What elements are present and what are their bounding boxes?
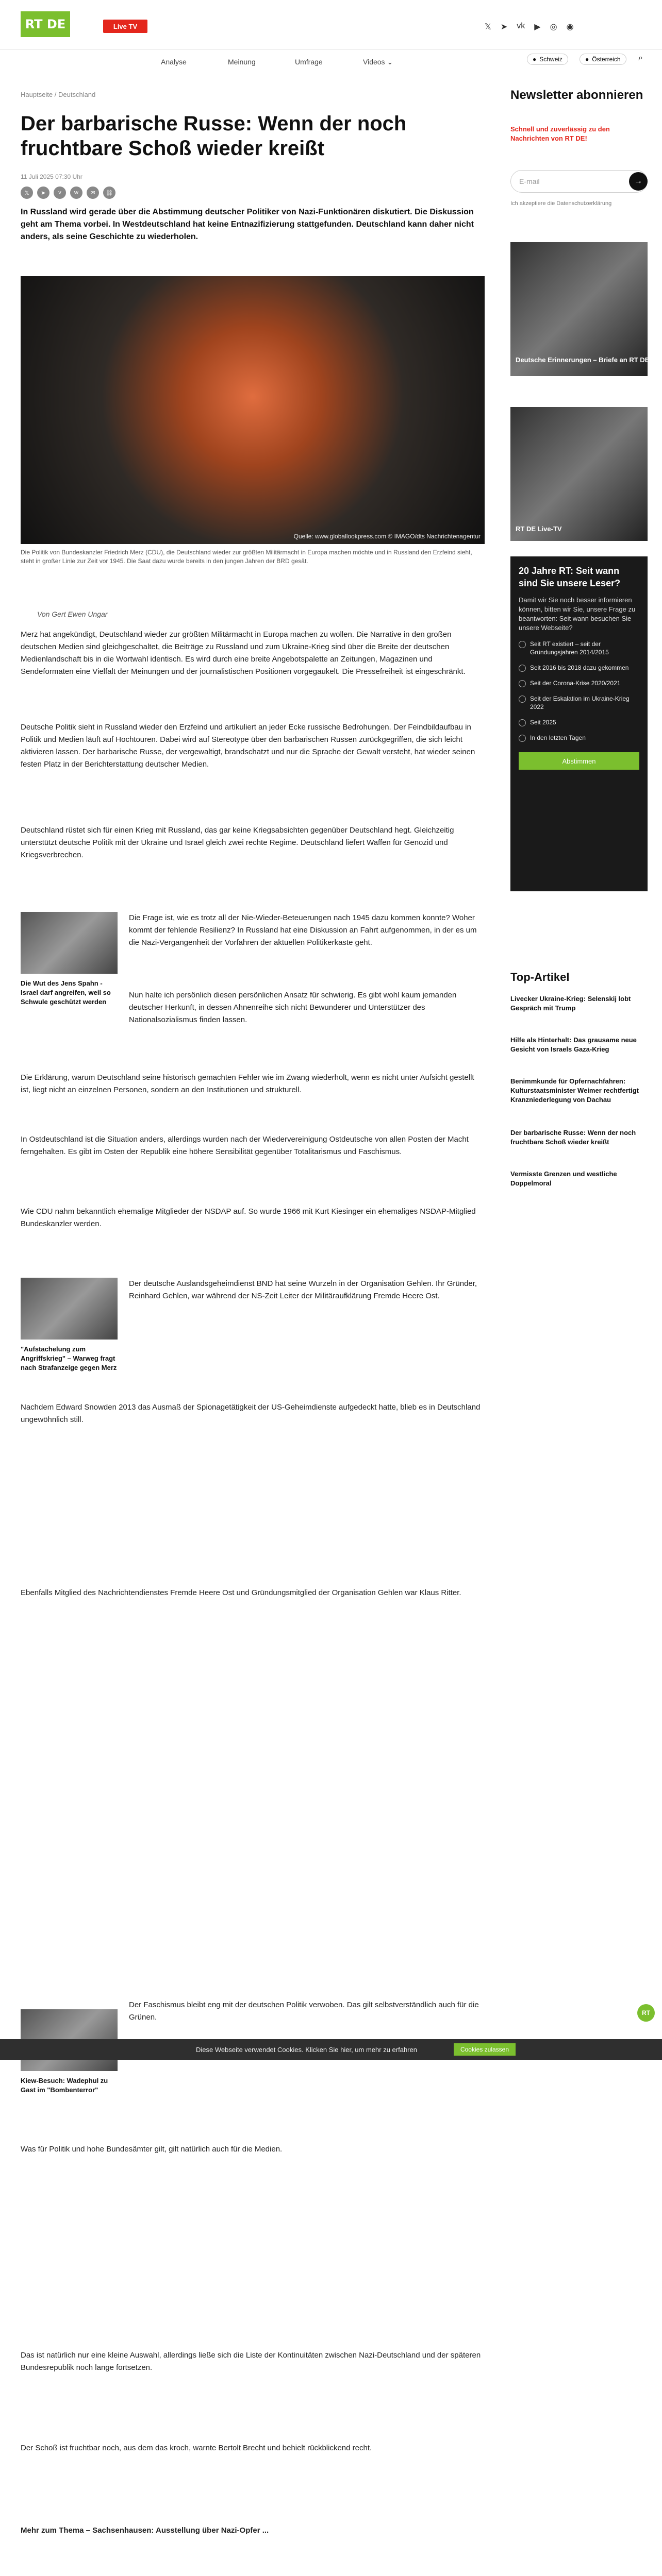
cookie-text: Diese Webseite verwendet Cookies. Klicken Sie hier, um mehr zu erfahren — [196, 2045, 417, 2054]
hero-image — [21, 276, 485, 544]
social-links — [485, 22, 574, 32]
poll-option[interactable] — [519, 664, 639, 672]
poll-vote-button[interactable]: Abstimmen — [519, 752, 639, 770]
paragraph: Deutschland rüstet sich für einen Krieg mit Russland, das gar keine Kriegsabsichten gegenüber Deutschland hegt. Gleichzeitig unterstützt deutsche Politik mit der Ukraine und Israel gleich zwei rechte Regime. Deutschland liefert Waffen für Genozid und Kriegsverbrechen. — [21, 826, 454, 859]
paragraph: Die Erklärung, warum Deutschland seine historisch gemachten Fehler wie im Zwang wiederholt, wenn es nicht unter Aufsicht gestellt ist, liegt nicht an einzelnen Personen, sondern an den Institutionen und strukturell. — [21, 1073, 474, 1094]
odysee-icon[interactable]: ◎ — [550, 23, 557, 31]
share-telegram-icon[interactable]: ➤ — [37, 187, 49, 199]
related-title[interactable]: Die Wut des Jens Spahn - Israel darf angreifen, weil so Schwule geschützt werden — [21, 979, 111, 1006]
rt-logo[interactable]: RT DE — [21, 11, 70, 37]
share-mail-icon[interactable]: ✉ — [87, 187, 99, 199]
sidebar-video-title[interactable]: Deutsche Erinnerungen – Briefe an RT DE — [516, 356, 650, 364]
paragraph: In Ostdeutschland ist die Situation anders, allerdings wurden nach der Wiedervereinigung Ostdeutsche von allen Posten der Macht ferngehalten. Es gibt im Osten der Republik eine höhere Sensibilität gegenüber Totalitarismus und Faschismus. — [21, 1135, 469, 1156]
lang-switch-ch[interactable] — [527, 54, 568, 65]
paragraph: Nun halte ich persönlich diesen persönlichen Ansatz für schwierig. Es gibt wohl kaum jemanden deutscher Herkunft, in dessen Ahnenreihe sich nicht Bewunderer und Unterstützer des Nationalsozialismus finden lassen. — [129, 991, 457, 1024]
paragraph: Merz hat angekündigt, Deutschland wieder zur größten Militärmacht in Europa machen zu wollen. Die Narrative in den großen deutschen Medien sind gleichgeschaltet, die Beiträge zu Russland und zum Ukraine-Krieg sind über die Breite der deutschen Medienlandschaft bis in die Wortwahl identisch. Es wird durch eine breite Angebotspalette an Zeitungen, Magazinen und Sendeformaten eine Vielfalt der Meinungen und der journalistischen Positionen vorgegaukelt. Die Pressefreiheit ist eingeschränkt. — [21, 630, 466, 676]
radio-icon — [519, 735, 526, 742]
live-tv-widget[interactable] — [510, 407, 648, 541]
related-title[interactable]: "Aufstachelung zum Angriffskrieg" – Warweg fragt nach Strafanzeige gegen Merz — [21, 1345, 117, 1371]
radio-icon — [519, 665, 526, 672]
author: Von Gert Ewen Ungar — [37, 610, 108, 618]
top-articles-title: Top-Artikel — [510, 971, 570, 984]
poll-option-label: Seit 2016 bis 2018 dazu gekommen — [530, 664, 629, 671]
poll-description: Damit wir Sie noch besser informieren können, bitten wir Sie, unsere Frage zu beantworten: Seit wann besuchen Sie unsere Webseite? — [519, 596, 636, 632]
paragraph: Was für Politik und hohe Bundesämter gilt, gilt natürlich auch für die Medien. — [21, 2145, 283, 2154]
radio-icon — [519, 719, 526, 726]
top-article[interactable]: Der barbarische Russe: Wenn der noch fruchtbare Schoß wieder kreißt — [510, 1129, 636, 1146]
telegram-icon[interactable]: ➤ — [500, 23, 508, 31]
article-date: 11 Juli 2025 07:30 Uhr — [21, 173, 82, 180]
paragraph: Der deutsche Auslandsgeheimdienst BND hat seine Wurzeln in der Organisation Gehlen. Ihr Gründer, Reinhard Gehlen, war während der NS-Zeit Leiter der Militäraufklärung Fremde Heere Ost. — [129, 1279, 477, 1300]
poll-option-label: In den letzten Tagen — [530, 734, 586, 741]
poll-option[interactable] — [519, 734, 639, 742]
flag-icon: ● — [585, 56, 589, 63]
paragraph: Ebenfalls Mitglied des Nachrichtendienstes Fremde Heere Ost und Gründungsmitglied der Organisation Gehlen war Klaus Ritter. — [21, 1588, 461, 1597]
vk-icon[interactable]: vk — [517, 22, 525, 30]
poll-option-label: Seit der Corona-Krise 2020/2021 — [530, 680, 621, 687]
privacy-checkbox[interactable]: Ich akzeptiere die Datenschutzerklärung — [510, 200, 612, 207]
paragraph: Deutsche Politik sieht in Russland wieder den Erzfeind und artikuliert an jeder Ecke russische Bedrohungen. Der Feindbildaufbau in Politik und Medien läuft auf Hochtouren. Dabei wird auf Stereotype über den barbarischen Russen zurückgegriffen, die sich leicht aktivieren lassen. Der barbarische Russe, der vergewaltigt, brandschatzt und nur die Sprache der Gewalt versteht, hat wieder seinen festen Platz in der Berichterstattung deutscher Medien. — [21, 723, 475, 769]
poll-option[interactable] — [519, 718, 639, 726]
poll-option[interactable] — [519, 679, 639, 687]
paragraph: Wie CDU nahm bekanntlich ehemalige Mitglieder der NSDAP auf. So wurde 1966 mit Kurt Kiesinger ein ehemaliges NSDAP-Mitglied Bundeskanzler werden. — [21, 1207, 476, 1228]
arrow-right-icon: → — [634, 177, 642, 185]
nav-videos[interactable]: Videos ⌄ — [363, 58, 393, 66]
poll-option[interactable] — [519, 640, 639, 656]
lang-label: Schweiz — [539, 56, 562, 63]
top-article[interactable]: Hilfe als Hinterhalt: Das grausame neue Gesicht von Israels Gaza-Krieg — [510, 1036, 637, 1053]
hero-caption: Die Politik von Bundeskanzler Friedrich Merz (CDU), die Deutschland wieder zur größten Militärmacht in Europa machen möchte und in Russland den Erzfeind sieht, steht in großer Linie zur Zeit vor 1945. Die Saat dazu wurde bereits in den jungen Jahren der BRD gesät. — [21, 549, 472, 565]
cookie-accept-button[interactable]: Cookies zulassen — [454, 2043, 516, 2056]
paragraph: Der Schoß ist fruchtbar noch, aus dem das kroch, warnte Bertolt Brecht und behielt rückblickend recht. — [21, 2444, 372, 2452]
poll-option-label: Seit der Eskalation im Ukraine-Krieg 2022 — [530, 695, 630, 710]
top-article[interactable]: Vermisste Grenzen und westliche Doppelmoral — [510, 1170, 617, 1187]
rt-float-button[interactable]: RT — [637, 2004, 655, 2022]
article-title: Der barbarische Russe: Wenn der noch fruchtbare Schoß wieder kreißt — [21, 112, 407, 160]
rss-icon[interactable]: ◉ — [566, 23, 574, 31]
x-icon[interactable]: 𝕏 — [485, 23, 491, 31]
hero-credit: Quelle: www.globallookpress.com © IMAGO/dts Nachrichtenagentur — [293, 533, 481, 540]
newsletter-title: Newsletter abonnieren — [510, 88, 643, 102]
more-link[interactable]: Mehr zum Thema – Sachsenhausen: Ausstellung über Nazi-Opfer ... — [21, 2526, 269, 2535]
radio-icon — [519, 696, 526, 703]
paragraph: Die Frage ist, wie es trotz all der Nie-Wieder-Beteuerungen nach 1945 dazu kommen konnte? Woher kommt der fehlende Resilienz? In Russland hat eine Diskussion an Fahrt aufgenommen, in der es um die Nazi-Vergangenheit der Vorfahren der aktuellen Politikerkaste geht. — [129, 913, 477, 947]
newsletter-subtitle: Schnell und zuverlässig zu den Nachrichten von RT DE! — [510, 125, 610, 142]
live-tv-button[interactable]: Live TV — [103, 20, 147, 33]
poll-option[interactable] — [519, 694, 639, 711]
share-bar — [21, 187, 115, 199]
share-link-icon[interactable]: ⛓ — [103, 187, 115, 199]
nav-umfrage[interactable]: Umfrage — [295, 58, 323, 66]
flag-icon: ● — [533, 56, 537, 63]
rumble-icon[interactable]: ▶ — [534, 23, 541, 31]
related-thumb[interactable] — [21, 912, 118, 974]
search-icon[interactable]: ⌕ — [638, 54, 643, 62]
paragraph: Nachdem Edward Snowden 2013 das Ausmaß der Spionagetätigkeit der US-Geheimdienste aufgedeckt hatte, blieb es in Deutschland ungewöhnlich still. — [21, 1403, 481, 1424]
share-whatsapp-icon[interactable]: w — [70, 187, 82, 199]
subscribe-button[interactable] — [629, 172, 648, 191]
poll-question: 20 Jahre RT: Seit wann sind Sie unsere Leser? — [519, 566, 621, 588]
poll-option-label: Seit RT existiert – seit der Gründungsjahren 2014/2015 — [530, 640, 609, 656]
radio-icon — [519, 680, 526, 687]
share-x-icon[interactable]: 𝕏 — [21, 187, 33, 199]
poll-widget — [510, 556, 648, 891]
lang-switch-at[interactable] — [580, 54, 626, 65]
paragraph: Der Faschismus bleibt eng mit der deutschen Politik verwoben. Das gilt selbstverständlich auch für die Grünen. — [129, 2001, 479, 2022]
related-thumb[interactable] — [21, 1278, 118, 1340]
share-vk-icon[interactable]: v — [54, 187, 66, 199]
radio-icon — [519, 641, 526, 648]
poll-option-label: Seit 2025 — [530, 719, 556, 726]
article-lead: In Russland wird gerade über die Abstimmung deutscher Politiker von Nazi-Funktionären diskutiert. Die Diskussion geht am Thema vorbei. In Westdeutschland hat keine Entnazifizierung stattgefunden. Deutschland kann daher nicht anders, als seine Geschichte zu wiederholen. — [21, 208, 474, 241]
lang-label: Österreich — [592, 56, 621, 63]
top-article[interactable]: Livecker Ukraine-Krieg: Selenskij lobt Gespräch mit Trump — [510, 995, 631, 1012]
related-title[interactable]: Kiew-Besuch: Wadephul zu Gast im "Bombenterror" — [21, 2077, 108, 2094]
paragraph: Das ist natürlich nur eine kleine Auswahl, allerdings ließe sich die Liste der Kontinuitäten zwischen Nazi-Deutschland und der späteren Bundesrepublik noch lange fortsetzen. — [21, 2351, 481, 2372]
breadcrumb[interactable]: Hauptseite / Deutschland — [21, 91, 96, 98]
top-article[interactable]: Benimmkunde für Opfernachfahren: Kulturstaatsminister Weimer rechtfertigt Kranzniederlegung von Dachau — [510, 1077, 639, 1104]
email-field[interactable]: E-mail — [510, 170, 648, 193]
top-bar — [0, 0, 662, 49]
nav-meinung[interactable]: Meinung — [228, 58, 256, 66]
live-tv-title[interactable]: RT DE Live-TV — [516, 525, 562, 533]
nav-analyse[interactable]: Analyse — [161, 58, 187, 66]
cookie-banner — [0, 2039, 662, 2060]
